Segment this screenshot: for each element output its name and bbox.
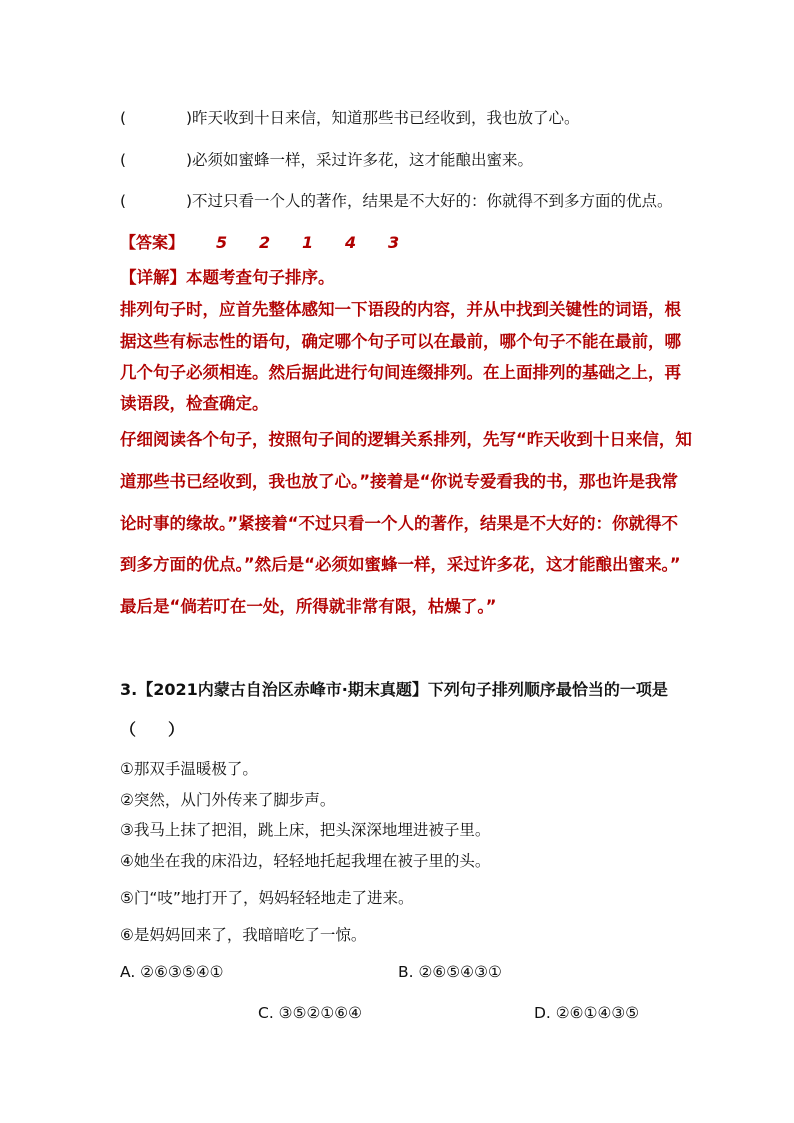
option-b[interactable]: B. ②⑥⑤④③① xyxy=(398,963,502,981)
detail-line: 几个句子必须相连。然后据此进行句间连缀排列。在上面排列的基础之上，再 xyxy=(120,363,681,382)
blank-text: )不过只看一个人的著作，结果是不大好的：你就得不到多方面的优点。 xyxy=(186,192,673,210)
blank-paren: ( xyxy=(120,151,127,169)
answer-number: 4 xyxy=(345,233,357,252)
sentence-item: ①那双手温暖极了。 xyxy=(120,760,258,778)
detail-line: 仔细阅读各个句子，按照句子间的逻辑关系排列，先写“昨天收到十日来信，知 xyxy=(120,430,692,449)
detail-line: 论时事的缘故。”紧接着“不过只看一个人的著作，结果是不大好的：你就得不 xyxy=(120,514,678,533)
detail-line: 道那些书已经收到，我也放了心。”接着是“你说专爱看我的书，那也许是我常 xyxy=(120,472,678,491)
sentence-item: ④她坐在我的床沿边，轻轻地托起我埋在被子里的头。 xyxy=(120,852,491,870)
sentence-item: ⑤门“吱”地打开了，妈妈轻轻地走了进来。 xyxy=(120,889,414,907)
option-c[interactable]: C. ③⑤②①⑥④ xyxy=(258,1004,363,1022)
answer-numbers xyxy=(216,233,431,253)
detail-line: 最后是“倘若叮在一处，所得就非常有限，枯燥了。” xyxy=(120,597,497,616)
question-paren: （ ） xyxy=(120,720,185,739)
blank-text: )昨天收到十日来信，知道那些书已经收到，我也放了心。 xyxy=(186,109,580,127)
answer-number: 3 xyxy=(388,233,400,252)
detail-line: 到多方面的优点。”然后是“必须如蜜蜂一样，采过许多花，这才能酿出蜜来。” xyxy=(120,555,681,574)
detail-line: 据这些有标志性的语句，确定哪个句子可以在最前，哪个句子不能在最前，哪 xyxy=(120,332,681,351)
answer-number: 2 xyxy=(259,233,271,252)
answer-number: 1 xyxy=(302,233,314,252)
detail-line: 读语段，检查确定。 xyxy=(120,394,269,413)
option-a[interactable]: A. ②⑥③⑤④① xyxy=(120,963,224,981)
blank-paren: ( xyxy=(120,192,127,210)
blank-text: )必须如蜜蜂一样，采过许多花，这才能酿出蜜来。 xyxy=(186,151,534,169)
answer-number: 5 xyxy=(216,233,228,252)
detail-line: 排列句子时，应首先整体感知一下语段的内容，并从中找到关键性的词语，根 xyxy=(120,300,681,319)
answer-tag: 【答案】 xyxy=(120,233,185,252)
sentence-item: ③我马上抹了把泪，跳上床，把头深深地埋进被子里。 xyxy=(120,821,491,839)
option-d[interactable]: D. ②⑥①④③⑤ xyxy=(534,1004,640,1022)
blank-paren: ( xyxy=(120,109,127,127)
sentence-item: ②突然，从门外传来了脚步声。 xyxy=(120,791,336,809)
sentence-item: ⑥是妈妈回来了，我暗暗吃了一惊。 xyxy=(120,926,367,944)
detail-heading: 【详解】本题考查句子排序。 xyxy=(120,268,335,287)
question-title: 3.【2021内蒙古自治区赤峰市·期末真题】下列句子排列顺序最恰当的一项是 xyxy=(120,680,668,699)
